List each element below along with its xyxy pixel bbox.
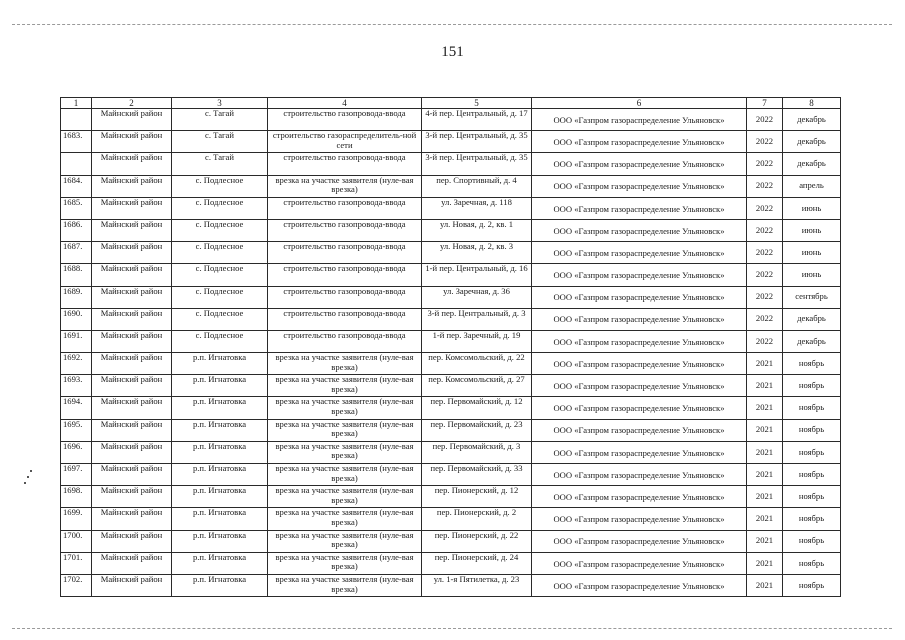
work-type-cell: врезка на участке заявителя (нуле-вая врезка) bbox=[268, 552, 422, 574]
year-cell: 2021 bbox=[747, 486, 783, 508]
organization-cell: ООО «Газпром газораспределение Ульяновск» bbox=[532, 308, 747, 330]
work-type-cell: врезка на участке заявителя (нуле-вая врезка) bbox=[268, 464, 422, 486]
locality-cell: с. Тагай bbox=[172, 131, 268, 153]
district-cell: Майнский район bbox=[92, 353, 172, 375]
table-row bbox=[61, 419, 841, 441]
table-row bbox=[61, 219, 841, 241]
locality-cell: р.п. Игнатовка bbox=[172, 574, 268, 596]
scan-mark bbox=[22, 470, 36, 488]
work-type-cell: врезка на участке заявителя (нуле-вая врезка) bbox=[268, 574, 422, 596]
work-type-cell: врезка на участке заявителя (нуле-вая врезка) bbox=[268, 397, 422, 419]
locality-cell: р.п. Игнатовка bbox=[172, 441, 268, 463]
organization-cell: ООО «Газпром газораспределение Ульяновск» bbox=[532, 330, 747, 352]
month-cell: декабрь bbox=[783, 153, 841, 175]
locality-cell: с. Подлесное bbox=[172, 242, 268, 264]
district-cell: Майнский район bbox=[92, 486, 172, 508]
organization-cell: ООО «Газпром газораспределение Ульяновск» bbox=[532, 441, 747, 463]
year-cell: 2022 bbox=[747, 109, 783, 131]
year-cell: 2022 bbox=[747, 242, 783, 264]
district-cell: Майнский район bbox=[92, 552, 172, 574]
table-body bbox=[61, 109, 841, 597]
work-type-cell: строительство газопровода-ввода bbox=[268, 109, 422, 131]
row-number-cell: 1683. bbox=[61, 131, 92, 153]
locality-cell: р.п. Игнатовка bbox=[172, 508, 268, 530]
district-cell: Майнский район bbox=[92, 530, 172, 552]
locality-cell: с. Тагай bbox=[172, 109, 268, 131]
organization-cell: ООО «Газпром газораспределение Ульяновск» bbox=[532, 574, 747, 596]
organization-cell: ООО «Газпром газораспределение Ульяновск» bbox=[532, 508, 747, 530]
column-number-row bbox=[61, 98, 841, 109]
year-cell: 2022 bbox=[747, 197, 783, 219]
row-number-cell: 1684. bbox=[61, 175, 92, 197]
address-cell: 4-й пер. Центральный, д. 17 bbox=[422, 109, 532, 131]
work-type-cell: врезка на участке заявителя (нуле-вая врезка) bbox=[268, 375, 422, 397]
row-number-cell: 1692. bbox=[61, 353, 92, 375]
address-cell: ул. 1-я Пятилетка, д. 23 bbox=[422, 574, 532, 596]
row-number-cell: 1690. bbox=[61, 308, 92, 330]
table-row bbox=[61, 330, 841, 352]
table-row bbox=[61, 109, 841, 131]
table-row bbox=[61, 353, 841, 375]
work-type-cell: строительство газораспределитель-ной сети bbox=[268, 131, 422, 153]
organization-cell: ООО «Газпром газораспределение Ульяновск» bbox=[532, 131, 747, 153]
address-cell: пер. Комсомольский, д. 22 bbox=[422, 353, 532, 375]
year-cell: 2021 bbox=[747, 397, 783, 419]
year-cell: 2022 bbox=[747, 131, 783, 153]
work-type-cell: строительство газопровода-ввода bbox=[268, 242, 422, 264]
month-cell: ноябрь bbox=[783, 464, 841, 486]
locality-cell: с. Тагай bbox=[172, 153, 268, 175]
table-row bbox=[61, 375, 841, 397]
work-type-cell: строительство газопровода-ввода bbox=[268, 219, 422, 241]
organization-cell: ООО «Газпром газораспределение Ульяновск» bbox=[532, 375, 747, 397]
table-row bbox=[61, 464, 841, 486]
locality-cell: р.п. Игнатовка bbox=[172, 375, 268, 397]
organization-cell: ООО «Газпром газораспределение Ульяновск» bbox=[532, 552, 747, 574]
district-cell: Майнский район bbox=[92, 464, 172, 486]
year-cell: 2021 bbox=[747, 552, 783, 574]
month-cell: ноябрь bbox=[783, 486, 841, 508]
scan-edge-top bbox=[12, 24, 892, 25]
district-cell: Майнский район bbox=[92, 508, 172, 530]
district-cell: Майнский район bbox=[92, 219, 172, 241]
page-number: 151 bbox=[441, 44, 464, 60]
table-row bbox=[61, 175, 841, 197]
address-cell: 3-й пер. Центральный, д. 3 bbox=[422, 308, 532, 330]
row-number-cell: 1687. bbox=[61, 242, 92, 264]
year-cell: 2021 bbox=[747, 530, 783, 552]
row-number-cell: 1694. bbox=[61, 397, 92, 419]
table-row bbox=[61, 197, 841, 219]
year-cell: 2021 bbox=[747, 375, 783, 397]
row-number-cell: 1702. bbox=[61, 574, 92, 596]
row-number-cell: 1700. bbox=[61, 530, 92, 552]
locality-cell: с. Подлесное bbox=[172, 286, 268, 308]
organization-cell: ООО «Газпром газораспределение Ульяновск» bbox=[532, 286, 747, 308]
row-number-cell: 1697. bbox=[61, 464, 92, 486]
year-cell: 2022 bbox=[747, 264, 783, 286]
work-type-cell: строительство газопровода-ввода bbox=[268, 286, 422, 308]
table-row bbox=[61, 397, 841, 419]
address-cell: пер. Комсомольский, д. 27 bbox=[422, 375, 532, 397]
locality-cell: с. Подлесное bbox=[172, 264, 268, 286]
address-cell: ул. Новая, д. 2, кв. 1 bbox=[422, 219, 532, 241]
district-cell: Майнский район bbox=[92, 242, 172, 264]
district-cell: Майнский район bbox=[92, 109, 172, 131]
address-cell: пер. Спортивный, д. 4 bbox=[422, 175, 532, 197]
row-number-cell bbox=[61, 109, 92, 131]
table-row bbox=[61, 574, 841, 596]
column-header: 8 bbox=[783, 98, 841, 109]
table-row bbox=[61, 153, 841, 175]
locality-cell: с. Подлесное bbox=[172, 175, 268, 197]
table-row bbox=[61, 530, 841, 552]
column-header: 3 bbox=[172, 98, 268, 109]
work-type-cell: врезка на участке заявителя (нуле-вая врезка) bbox=[268, 353, 422, 375]
address-cell: ул. Заречная, д. 118 bbox=[422, 197, 532, 219]
organization-cell: ООО «Газпром газораспределение Ульяновск» bbox=[532, 264, 747, 286]
work-type-cell: врезка на участке заявителя (нуле-вая врезка) bbox=[268, 530, 422, 552]
table-row bbox=[61, 508, 841, 530]
work-type-cell: врезка на участке заявителя (нуле-вая врезка) bbox=[268, 175, 422, 197]
row-number-cell: 1699. bbox=[61, 508, 92, 530]
work-type-cell: врезка на участке заявителя (нуле-вая врезка) bbox=[268, 419, 422, 441]
address-cell: 3-й пер. Центральный, д. 35 bbox=[422, 153, 532, 175]
organization-cell: ООО «Газпром газораспределение Ульяновск» bbox=[532, 486, 747, 508]
work-type-cell: строительство газопровода-ввода bbox=[268, 308, 422, 330]
column-header: 5 bbox=[422, 98, 532, 109]
locality-cell: с. Подлесное bbox=[172, 330, 268, 352]
organization-cell: ООО «Газпром газораспределение Ульяновск» bbox=[532, 397, 747, 419]
year-cell: 2022 bbox=[747, 330, 783, 352]
locality-cell: р.п. Игнатовка bbox=[172, 530, 268, 552]
organization-cell: ООО «Газпром газораспределение Ульяновск» bbox=[532, 530, 747, 552]
address-cell: пер. Пионерский, д. 12 bbox=[422, 486, 532, 508]
row-number-cell: 1691. bbox=[61, 330, 92, 352]
month-cell: сентябрь bbox=[783, 286, 841, 308]
organization-cell: ООО «Газпром газораспределение Ульяновск» bbox=[532, 419, 747, 441]
address-cell: пер. Пионерский, д. 22 bbox=[422, 530, 532, 552]
district-cell: Майнский район bbox=[92, 264, 172, 286]
locality-cell: с. Подлесное bbox=[172, 197, 268, 219]
row-number-cell: 1689. bbox=[61, 286, 92, 308]
district-cell: Майнский район bbox=[92, 375, 172, 397]
table-row bbox=[61, 486, 841, 508]
year-cell: 2021 bbox=[747, 419, 783, 441]
work-type-cell: строительство газопровода-ввода bbox=[268, 264, 422, 286]
address-cell: пер. Пионерский, д. 2 bbox=[422, 508, 532, 530]
district-cell: Майнский район bbox=[92, 574, 172, 596]
year-cell: 2022 bbox=[747, 308, 783, 330]
work-type-cell: врезка на участке заявителя (нуле-вая врезка) bbox=[268, 441, 422, 463]
row-number-cell: 1688. bbox=[61, 264, 92, 286]
month-cell: ноябрь bbox=[783, 552, 841, 574]
row-number-cell: 1685. bbox=[61, 197, 92, 219]
year-cell: 2021 bbox=[747, 508, 783, 530]
address-cell: 1-й пер. Центральный, д. 16 bbox=[422, 264, 532, 286]
month-cell: ноябрь bbox=[783, 574, 841, 596]
locality-cell: р.п. Игнатовка bbox=[172, 486, 268, 508]
address-cell: ул. Заречная, д. 36 bbox=[422, 286, 532, 308]
organization-cell: ООО «Газпром газораспределение Ульяновск» bbox=[532, 353, 747, 375]
month-cell: ноябрь bbox=[783, 530, 841, 552]
district-cell: Майнский район bbox=[92, 330, 172, 352]
month-cell: декабрь bbox=[783, 308, 841, 330]
address-cell: пер. Первомайский, д. 12 bbox=[422, 397, 532, 419]
month-cell: декабрь bbox=[783, 330, 841, 352]
column-header: 2 bbox=[92, 98, 172, 109]
column-header: 1 bbox=[61, 98, 92, 109]
district-cell: Майнский район bbox=[92, 397, 172, 419]
address-cell: пер. Пионерский, д. 24 bbox=[422, 552, 532, 574]
table-row bbox=[61, 264, 841, 286]
table-row bbox=[61, 552, 841, 574]
month-cell: июнь bbox=[783, 264, 841, 286]
address-cell: пер. Первомайский, д. 23 bbox=[422, 419, 532, 441]
locality-cell: р.п. Игнатовка bbox=[172, 397, 268, 419]
year-cell: 2022 bbox=[747, 153, 783, 175]
year-cell: 2021 bbox=[747, 353, 783, 375]
table-row bbox=[61, 441, 841, 463]
organization-cell: ООО «Газпром газораспределение Ульяновск» bbox=[532, 242, 747, 264]
work-type-cell: врезка на участке заявителя (нуле-вая врезка) bbox=[268, 508, 422, 530]
year-cell: 2021 bbox=[747, 441, 783, 463]
gasification-table bbox=[60, 97, 841, 597]
year-cell: 2022 bbox=[747, 175, 783, 197]
address-cell: ул. Новая, д. 2, кв. 3 bbox=[422, 242, 532, 264]
locality-cell: р.п. Игнатовка bbox=[172, 552, 268, 574]
organization-cell: ООО «Газпром газораспределение Ульяновск» bbox=[532, 153, 747, 175]
column-header: 7 bbox=[747, 98, 783, 109]
table-row bbox=[61, 242, 841, 264]
row-number-cell: 1693. bbox=[61, 375, 92, 397]
work-type-cell: строительство газопровода-ввода bbox=[268, 330, 422, 352]
month-cell: июнь bbox=[783, 219, 841, 241]
work-type-cell: врезка на участке заявителя (нуле-вая врезка) bbox=[268, 486, 422, 508]
district-cell: Майнский район bbox=[92, 419, 172, 441]
year-cell: 2021 bbox=[747, 464, 783, 486]
month-cell: июнь bbox=[783, 197, 841, 219]
column-header: 4 bbox=[268, 98, 422, 109]
month-cell: ноябрь bbox=[783, 353, 841, 375]
year-cell: 2022 bbox=[747, 286, 783, 308]
year-cell: 2021 bbox=[747, 574, 783, 596]
column-header: 6 bbox=[532, 98, 747, 109]
district-cell: Майнский район bbox=[92, 175, 172, 197]
district-cell: Майнский район bbox=[92, 131, 172, 153]
locality-cell: р.п. Игнатовка bbox=[172, 419, 268, 441]
work-type-cell: строительство газопровода-ввода bbox=[268, 197, 422, 219]
month-cell: декабрь bbox=[783, 109, 841, 131]
row-number-cell bbox=[61, 153, 92, 175]
table-row bbox=[61, 131, 841, 153]
month-cell: апрель bbox=[783, 175, 841, 197]
month-cell: ноябрь bbox=[783, 441, 841, 463]
district-cell: Майнский район bbox=[92, 153, 172, 175]
row-number-cell: 1686. bbox=[61, 219, 92, 241]
locality-cell: р.п. Игнатовка bbox=[172, 464, 268, 486]
row-number-cell: 1696. bbox=[61, 441, 92, 463]
locality-cell: с. Подлесное bbox=[172, 219, 268, 241]
district-cell: Майнский район bbox=[92, 441, 172, 463]
organization-cell: ООО «Газпром газораспределение Ульяновск» bbox=[532, 464, 747, 486]
organization-cell: ООО «Газпром газораспределение Ульяновск» bbox=[532, 197, 747, 219]
organization-cell: ООО «Газпром газораспределение Ульяновск» bbox=[532, 175, 747, 197]
row-number-cell: 1695. bbox=[61, 419, 92, 441]
month-cell: декабрь bbox=[783, 131, 841, 153]
organization-cell: ООО «Газпром газораспределение Ульяновск» bbox=[532, 109, 747, 131]
table-row bbox=[61, 286, 841, 308]
month-cell: ноябрь bbox=[783, 375, 841, 397]
year-cell: 2022 bbox=[747, 219, 783, 241]
locality-cell: с. Подлесное bbox=[172, 308, 268, 330]
address-cell: пер. Первомайский, д. 33 bbox=[422, 464, 532, 486]
scan-edge-bottom bbox=[12, 628, 892, 629]
work-type-cell: строительство газопровода-ввода bbox=[268, 153, 422, 175]
month-cell: ноябрь bbox=[783, 397, 841, 419]
locality-cell: р.п. Игнатовка bbox=[172, 353, 268, 375]
month-cell: ноябрь bbox=[783, 419, 841, 441]
row-number-cell: 1701. bbox=[61, 552, 92, 574]
organization-cell: ООО «Газпром газораспределение Ульяновск» bbox=[532, 219, 747, 241]
district-cell: Майнский район bbox=[92, 286, 172, 308]
district-cell: Майнский район bbox=[92, 197, 172, 219]
address-cell: 3-й пер. Центральный, д. 35 bbox=[422, 131, 532, 153]
address-cell: пер. Первомайский, д. 3 bbox=[422, 441, 532, 463]
row-number-cell: 1698. bbox=[61, 486, 92, 508]
address-cell: 1-й пер. Заречный, д. 19 bbox=[422, 330, 532, 352]
table-row bbox=[61, 308, 841, 330]
district-cell: Майнский район bbox=[92, 308, 172, 330]
month-cell: июнь bbox=[783, 242, 841, 264]
month-cell: ноябрь bbox=[783, 508, 841, 530]
